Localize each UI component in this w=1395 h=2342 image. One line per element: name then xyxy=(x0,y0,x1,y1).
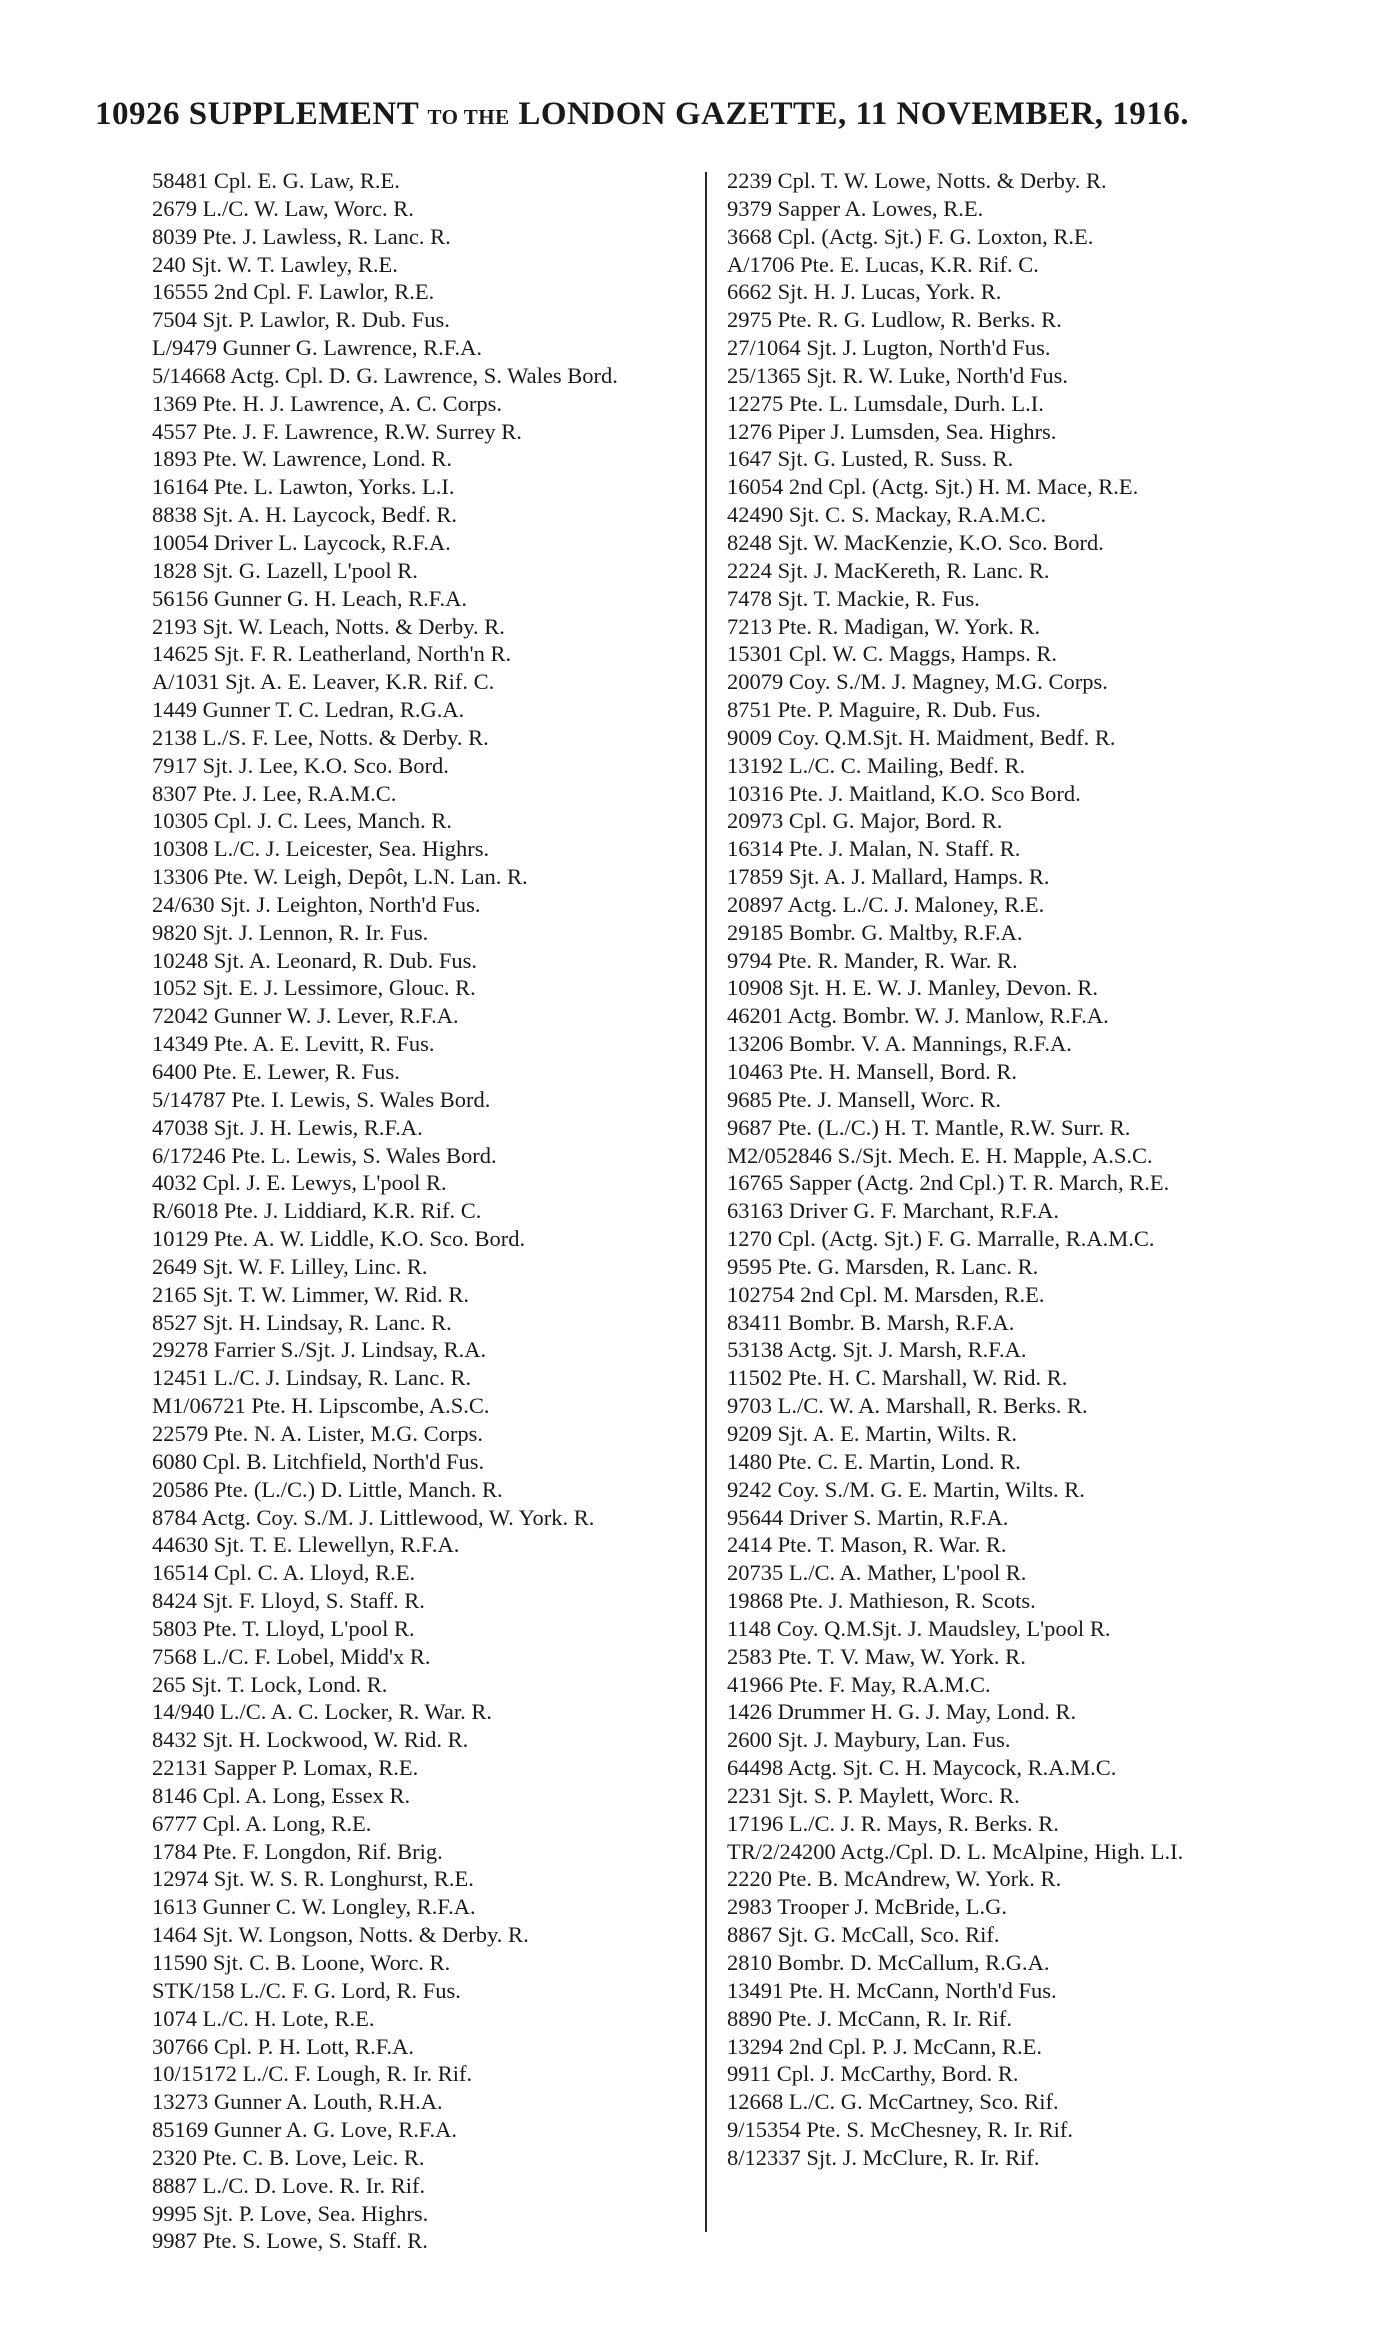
list-item: 1426 Drummer H. G. J. May, Lond. R. xyxy=(727,1699,1077,1725)
list-item: L/9479 Gunner G. Lawrence, R.F.A. xyxy=(152,335,482,361)
list-item: 265 Sjt. T. Lock, Lond. R. xyxy=(152,1671,388,1697)
list-item: 9242 Coy. S./M. G. E. Martin, Wilts. R. xyxy=(727,1476,1085,1502)
list-item: 9687 Pte. (L./C.) H. T. Mantle, R.W. Surr. R. xyxy=(727,1114,1131,1140)
list-item: 19868 Pte. J. Mathieson, R. Scots. xyxy=(727,1588,1036,1614)
list-item: 1369 Pte. H. J. Lawrence, A. C. Corps. xyxy=(152,390,502,416)
list-item: 13273 Gunner A. Louth, R.H.A. xyxy=(152,2089,443,2115)
list-item: STK/158 L./C. F. G. Lord, R. Fus. xyxy=(152,1977,461,2003)
list-item: 72042 Gunner W. J. Lever, R.F.A. xyxy=(152,1003,459,1029)
list-item: 10/15172 L./C. F. Lough, R. Ir. Rif. xyxy=(152,2061,473,2087)
list-item: 13306 Pte. W. Leigh, Depôt, L.N. Lan. R. xyxy=(152,864,528,890)
list-item: 1052 Sjt. E. J. Lessimore, Glouc. R. xyxy=(152,975,476,1001)
list-item: 8307 Pte. J. Lee, R.A.M.C. xyxy=(152,780,397,806)
page-header xyxy=(95,96,1305,133)
supplement-label: SUPPLEMENT xyxy=(188,96,419,132)
list-item: 2975 Pte. R. G. Ludlow, R. Berks. R. xyxy=(727,307,1062,333)
list-item: 63163 Driver G. F. Marchant, R.F.A. xyxy=(727,1198,1059,1224)
list-item: 44630 Sjt. T. E. Llewellyn, R.F.A. xyxy=(152,1532,460,1558)
list-item: 102754 2nd Cpl. M. Marsden, R.E. xyxy=(727,1281,1045,1307)
list-item: 5/14787 Pte. I. Lewis, S. Wales Bord. xyxy=(152,1086,491,1112)
list-item: 2220 Pte. B. McAndrew, W. York. R. xyxy=(727,1866,1062,1892)
list-item: 7478 Sjt. T. Mackie, R. Fus. xyxy=(727,585,980,611)
list-item: 8751 Pte. P. Maguire, R. Dub. Fus. xyxy=(727,697,1041,723)
list-item: 4032 Cpl. J. E. Lewys, L'pool R. xyxy=(152,1170,447,1196)
list-item: 8527 Sjt. H. Lindsay, R. Lanc. R. xyxy=(152,1309,452,1335)
list-item: 20735 L./C. A. Mather, L'pool R. xyxy=(727,1560,1027,1586)
list-item: 2165 Sjt. T. W. Limmer, W. Rid. R. xyxy=(152,1281,470,1307)
list-item: 10129 Pte. A. W. Liddle, K.O. Sco. Bord. xyxy=(152,1226,526,1252)
list-item: 9794 Pte. R. Mander, R. War. R. xyxy=(727,947,1018,973)
list-item: 22131 Sapper P. Lomax, R.E. xyxy=(152,1755,419,1781)
list-item: 2679 L./C. W. Law, Worc. R. xyxy=(152,195,414,221)
list-item: 8248 Sjt. W. MacKenzie, K.O. Sco. Bord. xyxy=(727,529,1104,555)
list-item: 20973 Cpl. G. Major, Bord. R. xyxy=(727,808,1003,834)
list-item: 6777 Cpl. A. Long, R.E. xyxy=(152,1810,372,1836)
list-item: M2/052846 S./Sjt. Mech. E. H. Mapple, A.S.C. xyxy=(727,1142,1153,1168)
list-item: 85169 Gunner A. G. Love, R.F.A. xyxy=(152,2117,458,2143)
list-item: 1276 Piper J. Lumsden, Sea. Highrs. xyxy=(727,418,1057,444)
list-item: 9911 Cpl. J. McCarthy, Bord. R. xyxy=(727,2061,1019,2087)
list-item: 2239 Cpl. T. W. Lowe, Notts. & Derby. R. xyxy=(727,168,1107,193)
list-item: 240 Sjt. W. T. Lawley, R.E. xyxy=(152,251,398,277)
list-item: 8424 Sjt. F. Lloyd, S. Staff. R. xyxy=(152,1588,425,1614)
list-item: 16765 Sapper (Actg. 2nd Cpl.) T. R. March, R.E. xyxy=(727,1170,1170,1196)
list-item: 10054 Driver L. Laycock, R.F.A. xyxy=(152,529,451,555)
list-item: 5803 Pte. T. Lloyd, L'pool R. xyxy=(152,1615,415,1641)
list-item: 14625 Sjt. F. R. Leatherland, North'n R. xyxy=(152,641,512,667)
list-item: 16054 2nd Cpl. (Actg. Sjt.) H. M. Mace, R.E. xyxy=(727,474,1139,500)
list-item: R/6018 Pte. J. Liddiard, K.R. Rif. C. xyxy=(152,1198,482,1224)
list-item: 2649 Sjt. W. F. Lilley, Linc. R. xyxy=(152,1253,428,1279)
list-item: 8432 Sjt. H. Lockwood, W. Rid. R. xyxy=(152,1727,469,1753)
list-item: 4557 Pte. J. F. Lawrence, R.W. Surrey R. xyxy=(152,418,522,444)
list-item: 2983 Trooper J. McBride, L.G. xyxy=(727,1894,1007,1920)
list-item: 41966 Pte. F. May, R.A.M.C. xyxy=(727,1671,991,1697)
list-item: 10305 Cpl. J. C. Lees, Manch. R. xyxy=(152,808,452,834)
list-item: 2138 L./S. F. Lee, Notts. & Derby. R. xyxy=(152,724,489,750)
list-item: 20586 Pte. (L./C.) D. Little, Manch. R. xyxy=(152,1476,503,1502)
page-number: 10926 xyxy=(95,96,180,132)
list-item: 9987 Pte. S. Lowe, S. Staff. R. xyxy=(152,2228,428,2254)
list-item: 13294 2nd Cpl. P. J. McCann, R.E. xyxy=(727,2033,1043,2059)
list-item: 2583 Pte. T. V. Maw, W. York. R. xyxy=(727,1643,1026,1669)
list-item: 2193 Sjt. W. Leach, Notts. & Derby. R. xyxy=(152,613,505,639)
right-column xyxy=(727,167,1287,2172)
list-item: 47038 Sjt. J. H. Lewis, R.F.A. xyxy=(152,1114,423,1140)
list-item: 1074 L./C. H. Lote, R.E. xyxy=(152,2005,375,2031)
list-item: 9009 Coy. Q.M.Sjt. H. Maidment, Bedf. R. xyxy=(727,724,1116,750)
list-item: 8887 L./C. D. Love. R. Ir. Rif. xyxy=(152,2172,426,2198)
list-item: 20079 Coy. S./M. J. Magney, M.G. Corps. xyxy=(727,669,1108,695)
column-divider xyxy=(705,172,707,2232)
list-item: 14349 Pte. A. E. Levitt, R. Fus. xyxy=(152,1031,435,1057)
list-item: 9379 Sapper A. Lowes, R.E. xyxy=(727,195,984,221)
list-item: 20897 Actg. L./C. J. Maloney, R.E. xyxy=(727,891,1045,917)
list-item: 10248 Sjt. A. Leonard, R. Dub. Fus. xyxy=(152,947,478,973)
list-item: 95644 Driver S. Martin, R.F.A. xyxy=(727,1504,1009,1530)
list-item: 7504 Sjt. P. Lawlor, R. Dub. Fus. xyxy=(152,307,450,333)
list-item: 6080 Cpl. B. Litchfield, North'd Fus. xyxy=(152,1448,485,1474)
list-item: 29278 Farrier S./Sjt. J. Lindsay, R.A. xyxy=(152,1337,487,1363)
list-item: 64498 Actg. Sjt. C. H. Maycock, R.A.M.C. xyxy=(727,1755,1117,1781)
list-item: 16164 Pte. L. Lawton, Yorks. L.I. xyxy=(152,474,455,500)
list-item: 1828 Sjt. G. Lazell, L'pool R. xyxy=(152,557,418,583)
list-item: 11502 Pte. H. C. Marshall, W. Rid. R. xyxy=(727,1365,1068,1391)
list-item: 16514 Cpl. C. A. Lloyd, R.E. xyxy=(152,1560,416,1586)
list-item: 9995 Sjt. P. Love, Sea. Highrs. xyxy=(152,2200,429,2226)
list-item: 10908 Sjt. H. E. W. J. Manley, Devon. R. xyxy=(727,975,1099,1001)
list-item: 1613 Gunner C. W. Longley, R.F.A. xyxy=(152,1894,476,1920)
list-item: 12974 Sjt. W. S. R. Longhurst, R.E. xyxy=(152,1866,474,1892)
list-item: 17859 Sjt. A. J. Mallard, Hamps. R. xyxy=(727,864,1050,890)
list-item: 12451 L./C. J. Lindsay, R. Lanc. R. xyxy=(152,1365,472,1391)
list-item: 7568 L./C. F. Lobel, Midd'x R. xyxy=(152,1643,431,1669)
list-item: 2414 Pte. T. Mason, R. War. R. xyxy=(727,1532,1007,1558)
list-item: 46201 Actg. Bombr. W. J. Manlow, R.F.A. xyxy=(727,1003,1109,1029)
list-item: 42490 Sjt. C. S. Mackay, R.A.M.C. xyxy=(727,502,1047,528)
list-item: 15301 Cpl. W. C. Maggs, Hamps. R. xyxy=(727,641,1058,667)
list-item: 8890 Pte. J. McCann, R. Ir. Rif. xyxy=(727,2005,1012,2031)
list-item: 58481 Cpl. E. G. Law, R.E. xyxy=(152,168,400,193)
list-item: 12275 Pte. L. Lumsdale, Durh. L.I. xyxy=(727,390,1044,416)
list-item: 10463 Pte. H. Mansell, Bord. R. xyxy=(727,1059,1017,1084)
list-item: 9703 L./C. W. A. Marshall, R. Berks. R. xyxy=(727,1393,1088,1419)
list-item: 1270 Cpl. (Actg. Sjt.) F. G. Marralle, R.A.M.C. xyxy=(727,1226,1155,1252)
list-item: 1148 Coy. Q.M.Sjt. J. Maudsley, L'pool R. xyxy=(727,1615,1111,1641)
list-item: 9820 Sjt. J. Lennon, R. Ir. Fus. xyxy=(152,919,429,945)
list-item: 53138 Actg. Sjt. J. Marsh, R.F.A. xyxy=(727,1337,1027,1363)
list-item: 5/14668 Actg. Cpl. D. G. Lawrence, S. Wales Bord. xyxy=(152,362,618,388)
list-item: 11590 Sjt. C. B. Loone, Worc. R. xyxy=(152,1950,451,1975)
list-item: A/1706 Pte. E. Lucas, K.R. Rif. C. xyxy=(727,251,1039,277)
list-item: 13491 Pte. H. McCann, North'd Fus. xyxy=(727,1977,1057,2003)
list-item: 8/12337 Sjt. J. McClure, R. Ir. Rif. xyxy=(727,2144,1040,2170)
list-item: 83411 Bombr. B. Marsh, R.F.A. xyxy=(727,1309,1015,1335)
list-item: 29185 Bombr. G. Maltby, R.F.A. xyxy=(727,919,1023,945)
list-item: 10316 Pte. J. Maitland, K.O. Sco Bord. xyxy=(727,780,1081,806)
list-item: 1480 Pte. C. E. Martin, Lond. R. xyxy=(727,1448,1021,1474)
list-item: 16555 2nd Cpl. F. Lawlor, R.E. xyxy=(152,279,435,305)
list-item: 27/1064 Sjt. J. Lugton, North'd Fus. xyxy=(727,335,1051,361)
list-item: 8867 Sjt. G. McCall, Sco. Rif. xyxy=(727,1922,1000,1948)
list-item: 2600 Sjt. J. Maybury, Lan. Fus. xyxy=(727,1727,1011,1753)
list-item: 9209 Sjt. A. E. Martin, Wilts. R. xyxy=(727,1420,1017,1446)
list-item: 9595 Pte. G. Marsden, R. Lanc. R. xyxy=(727,1253,1039,1279)
list-item: 30766 Cpl. P. H. Lott, R.F.A. xyxy=(152,2033,414,2059)
list-item: 22579 Pte. N. A. Lister, M.G. Corps. xyxy=(152,1420,483,1446)
list-item: 2810 Bombr. D. McCallum, R.G.A. xyxy=(727,1950,1050,1975)
list-item: 13192 L./C. C. Mailing, Bedf. R. xyxy=(727,752,1026,778)
to-the-label: TO THE xyxy=(427,105,510,129)
list-item: 8838 Sjt. A. H. Laycock, Bedf. R. xyxy=(152,502,457,528)
list-item: 16314 Pte. J. Malan, N. Staff. R. xyxy=(727,836,1021,862)
list-item: 9685 Pte. J. Mansell, Worc. R. xyxy=(727,1086,1002,1112)
list-item: M1/06721 Pte. H. Lipscombe, A.S.C. xyxy=(152,1393,490,1419)
list-item: 24/630 Sjt. J. Leighton, North'd Fus. xyxy=(152,891,481,917)
list-item: 25/1365 Sjt. R. W. Luke, North'd Fus. xyxy=(727,362,1068,388)
list-item: 56156 Gunner G. H. Leach, R.F.A. xyxy=(152,585,468,611)
list-item: 8146 Cpl. A. Long, Essex R. xyxy=(152,1782,411,1808)
list-item: 1893 Pte. W. Lawrence, Lond. R. xyxy=(152,446,452,472)
list-item: 13206 Bombr. V. A. Mannings, R.F.A. xyxy=(727,1031,1072,1057)
list-item: 6/17246 Pte. L. Lewis, S. Wales Bord. xyxy=(152,1142,497,1168)
list-item: 2231 Sjt. S. P. Maylett, Worc. R. xyxy=(727,1782,1020,1808)
list-item: 2320 Pte. C. B. Love, Leic. R. xyxy=(152,2144,425,2170)
list-item: 9/15354 Pte. S. McChesney, R. Ir. Rif. xyxy=(727,2117,1074,2143)
list-item: 17196 L./C. J. R. Mays, R. Berks. R. xyxy=(727,1810,1059,1836)
list-item: 6662 Sjt. H. J. Lucas, York. R. xyxy=(727,279,1002,305)
left-column xyxy=(152,167,692,2255)
gazette-title: LONDON GAZETTE, 11 NOVEMBER, 1916. xyxy=(518,96,1190,132)
list-item: TR/2/24200 Actg./Cpl. D. L. McAlpine, High. L.I. xyxy=(727,1838,1184,1864)
list-item: 12668 L./C. G. McCartney, Sco. Rif. xyxy=(727,2089,1059,2115)
list-item: 6400 Pte. E. Lewer, R. Fus. xyxy=(152,1059,400,1084)
list-item: 8784 Actg. Coy. S./M. J. Littlewood, W. York. R. xyxy=(152,1504,595,1530)
list-item: A/1031 Sjt. A. E. Leaver, K.R. Rif. C. xyxy=(152,669,495,695)
list-item: 8039 Pte. J. Lawless, R. Lanc. R. xyxy=(152,223,451,249)
list-item: 1784 Pte. F. Longdon, Rif. Brig. xyxy=(152,1838,443,1864)
list-item: 14/940 L./C. A. C. Locker, R. War. R. xyxy=(152,1699,492,1725)
list-item: 2224 Sjt. J. MacKereth, R. Lanc. R. xyxy=(727,557,1050,583)
list-item: 7917 Sjt. J. Lee, K.O. Sco. Bord. xyxy=(152,752,449,778)
list-item: 7213 Pte. R. Madigan, W. York. R. xyxy=(727,613,1041,639)
list-item: 10308 L./C. J. Leicester, Sea. Highrs. xyxy=(152,836,490,862)
list-item: 1464 Sjt. W. Longson, Notts. & Derby. R. xyxy=(152,1922,529,1948)
list-item: 3668 Cpl. (Actg. Sjt.) F. G. Loxton, R.E. xyxy=(727,223,1094,249)
list-item: 1647 Sjt. G. Lusted, R. Suss. R. xyxy=(727,446,1014,472)
list-item: 1449 Gunner T. C. Ledran, R.G.A. xyxy=(152,697,465,723)
